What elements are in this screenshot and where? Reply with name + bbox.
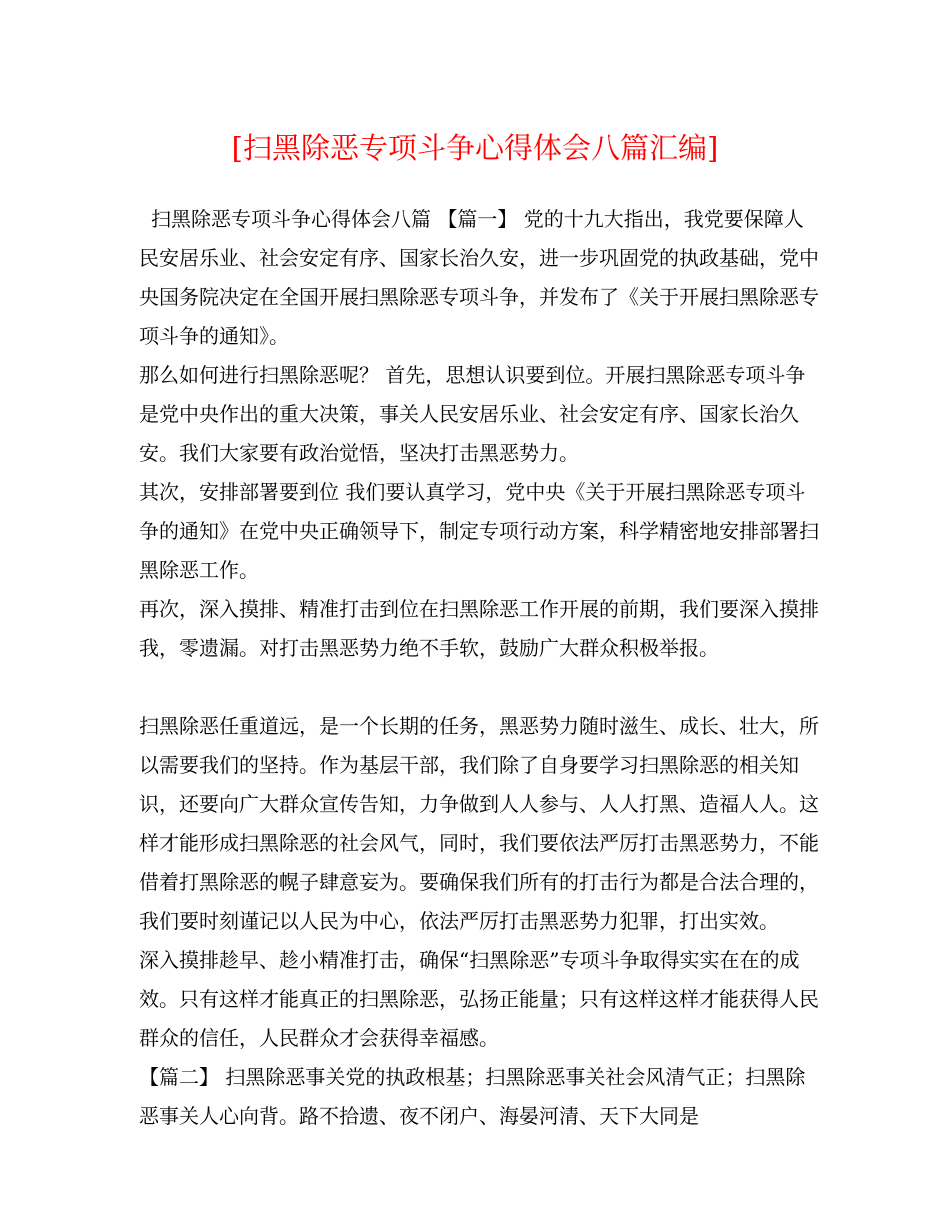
paragraph-7: 【篇二】 扫黑除恶事关党的执政根基；扫黑除恶事关社会风清气正；扫黑除恶事关人心向背。路不拾遗、夜不闭户、海晏河清、天下大同是 xyxy=(139,1065,806,1128)
paragraph-4: 再次，深入摸排、精准打击到位在扫黑除恶工作开展的前期，我们要深入摸排我，零遗漏。对打击黑恶势力绝不手软，鼓励广大群众积极举报。 xyxy=(139,597,819,660)
paragraph-spacer xyxy=(139,668,819,707)
paragraph-2: 那么如何进行扫黑除恶呢？ 首先，思想认识要到位。开展扫黑除恶专项斗争是党中央作出的重大决策，事关人民安居乐业、社会安定有序、国家长治久安。我们大家要有政治觉悟，坚决打击黑恶势力。 xyxy=(139,363,806,465)
paragraph-5: 扫黑除恶任重道远，是一个长期的任务，黑恶势力随时滋生、成长、壮大，所以需要我们的坚持。作为基层干部，我们除了自身要学习扫黑除恶的相关知识，还要向广大群众宣传告知，力争做到人人参与、人人打黑、造福人人。这样才能形成扫黑除恶的社会风气，同时，我们要依法严厉打击黑恶势力，不能借着打黑除恶的幌子肆意妄为。要确保我们所有的打击行为都是合法合理的，我们要时刻谨记以人民为中心，依法严厉打击黑恶势力犯罪，打出实效。 xyxy=(139,714,819,933)
document-title: [扫黑除恶专项斗争心得体会八篇汇编] xyxy=(231,131,719,165)
paragraph-1: 扫黑除恶专项斗争心得体会八篇 【篇一】 党的十九大指出，我党要保障人民安居乐业、社会安定有序、国家长治久安，进一步巩固党的执政基础，党中央国务院决定在全国开展扫黑除恶专项斗争，并发布了《关于开展扫黑除恶专项斗争的通知》。 xyxy=(139,207,819,348)
document-body xyxy=(139,200,819,1136)
paragraph-3: 其次，安排部署要到位 我们要认真学习，党中央《关于开展扫黑除恶专项斗争的通知》在党中央正确领导下，制定专项行动方案，科学精密地安排部署扫黑除恶工作。 xyxy=(139,480,819,582)
paragraph-6: 深入摸排趁早、趁小精准打击，确保“扫黑除恶”专项斗争取得实实在在的成效。只有这样才能真正的扫黑除恶，弘扬正能量；只有这样这样才能获得人民群众的信任，人民群众才会获得幸福感。 xyxy=(139,948,819,1050)
